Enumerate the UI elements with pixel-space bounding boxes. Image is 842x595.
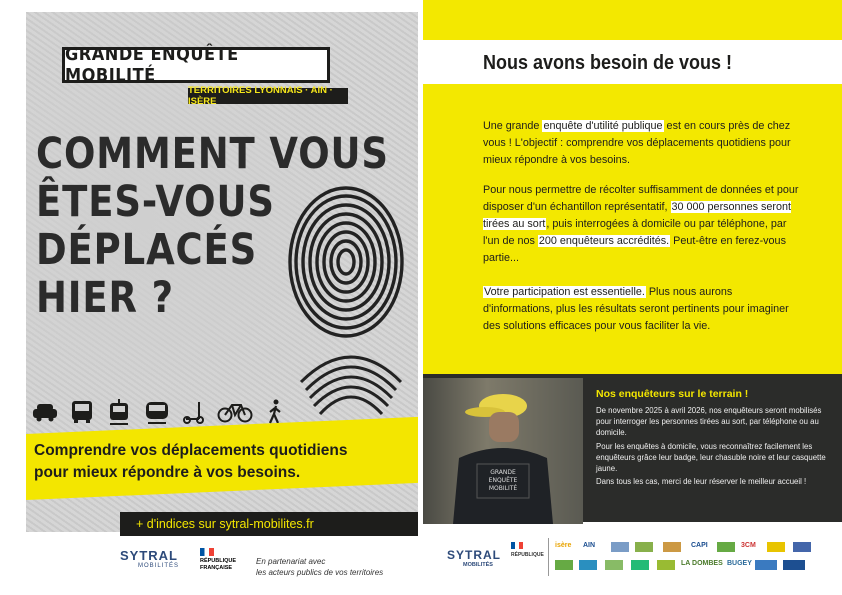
sytral-logo-sub: MOBILITÉS: [138, 563, 180, 569]
train-icon: [142, 399, 171, 425]
partner-logo-4: [717, 542, 735, 552]
partner-logo-8: [579, 560, 597, 570]
paragraph-2: [483, 182, 803, 267]
bugey-logo: BUGEY: [727, 560, 752, 567]
logo-divider: [548, 538, 549, 576]
poster-left-page: [26, 12, 418, 532]
la-dombes-logo: LA DOMBES: [681, 560, 723, 567]
p1-text-b: est en cours près de chez vous ! L'objectif : comprendre vos déplacements quotidiens pour mieux répondre à vos besoins.: [483, 120, 791, 166]
headline-line-2: ÊTES-VOUS: [36, 177, 275, 227]
p2-highlight-1: 30 000 personnes seront tirées au sort: [483, 201, 791, 230]
field-text-line-1: De novembre 2025 à avril 2026, nos enquêteurs seront mobilisés pour interroger les personnes tirées au sort, par téléphone ou au domicile.: [596, 406, 822, 438]
survey-title-box: [62, 44, 330, 86]
p2-text-a: Pour nous permettre de récolter suffisamment de données et pour disposer d'un échantillon représentatif,: [483, 184, 799, 213]
french-flag-icon: [511, 542, 523, 549]
sytral-logo-right-sub: MOBILITÉS: [463, 562, 493, 568]
republique-francaise-logo: [200, 548, 244, 578]
tram-icon: [105, 399, 134, 425]
website-banner[interactable]: [120, 512, 418, 536]
p3-highlight: Votre participation est essentielle.: [484, 286, 645, 298]
scooter-icon: [179, 399, 208, 425]
transport-icons-row: [30, 397, 290, 427]
field-title: Nos enquêteurs sur le terrain !: [596, 388, 749, 400]
3cm-logo: 3CM: [741, 542, 756, 549]
right-title: Nous avons besoin de vous !: [483, 52, 733, 74]
rf-text-1: RÉPUBLIQUE: [200, 558, 237, 564]
partner-logo-12: [755, 560, 777, 570]
bus-icon: [67, 399, 96, 425]
partner-text: [256, 556, 416, 578]
p1-highlight: enquête d'utilité publique: [543, 120, 663, 132]
survey-title: GRANDE ENQUÊTE MOBILITÉ: [65, 44, 239, 86]
sytral-logo-right: SYTRAL: [447, 548, 501, 562]
partner-logo-7: [555, 560, 573, 570]
paragraph-1: [483, 118, 803, 169]
vest-text-3: MOBILITÉ: [488, 485, 518, 492]
tagline-line-1: Comprendre vos déplacements quotidiens: [34, 442, 348, 459]
tagline: [34, 440, 414, 484]
p2-text-b: , puis interrogées à domicile ou par téléphone, par l'un de nos: [483, 218, 787, 247]
rf-text-2: FRANÇAISE: [200, 564, 233, 571]
territory-tag: TERRITOIRES LYONNAIS · AIN · ISÈRE: [188, 88, 348, 104]
tagline-line-2: pour mieux répondre à vos besoins.: [34, 464, 301, 481]
vest-text-1: GRANDE: [490, 469, 516, 476]
field-text-line-3: Dans tous les cas, merci de leur réserver le meilleur accueil !: [596, 477, 807, 487]
bicycle-icon: [217, 399, 253, 425]
pedestrian-icon: [261, 399, 290, 425]
partner-logo-13: [783, 560, 805, 570]
ain-logo: AIN: [583, 542, 596, 549]
car-icon: [30, 399, 59, 425]
isere-logo: isère: [555, 542, 572, 549]
partner-logo-5: [767, 542, 785, 552]
partner-logo-6: [793, 542, 811, 552]
surveyor-illustration: [423, 378, 583, 524]
partner-logo-3: [663, 542, 681, 552]
partner-text-line-1: En partenariat avec: [256, 557, 326, 566]
headline-line-1: COMMENT VOUS: [36, 129, 389, 179]
p2-text-c: Peut-être en ferez-vous partie...: [483, 235, 786, 264]
sytral-logo-name: SYTRAL: [120, 548, 178, 563]
sytral-logo: [120, 548, 190, 578]
fingerprint-toe-icon: [296, 342, 406, 422]
capi-logo: CAPI: [691, 542, 708, 549]
headline-line-4: HIER ?: [36, 273, 174, 323]
partner-logo-2: [635, 542, 653, 552]
french-flag-icon: [200, 548, 214, 556]
paragraph-3: [483, 284, 803, 335]
vest-text-2: ENQUÊTE: [488, 477, 518, 484]
surveyor-photo: [423, 378, 583, 524]
headline-line-3: DÉPLACÉS: [36, 225, 258, 275]
partner-logos-bar: [423, 530, 842, 585]
partner-text-line-2: les acteurs publics de vos territoires: [256, 568, 384, 577]
p1-text-a: Une grande: [483, 120, 543, 132]
p2-highlight-2: 200 enquêteurs accrédités.: [538, 235, 670, 247]
partner-logo-1: [611, 542, 629, 552]
p3-text-b: Plus nous aurons d'informations, plus les résultats seront pertinents pour imaginer des solutions efficaces pour vous faciliter la vie.: [483, 286, 789, 332]
top-yellow-strip: [423, 0, 842, 40]
fingerprint-icon: [286, 182, 406, 342]
partner-logo-9: [605, 560, 623, 570]
partner-logo-10: [631, 560, 649, 570]
partner-logo-11: [657, 560, 675, 570]
field-text-line-2: Pour les enquêtes à domicile, vous reconnaîtrez facilement les enquêteurs grâce leur badge, leur chasuble noire et leur casquette jaune.: [596, 441, 826, 474]
rf-logo-right: RÉPUBLIQUE: [511, 552, 544, 558]
website-link[interactable]: + d'indices sur sytral-mobilites.fr: [136, 517, 314, 531]
field-text: [596, 405, 828, 487]
